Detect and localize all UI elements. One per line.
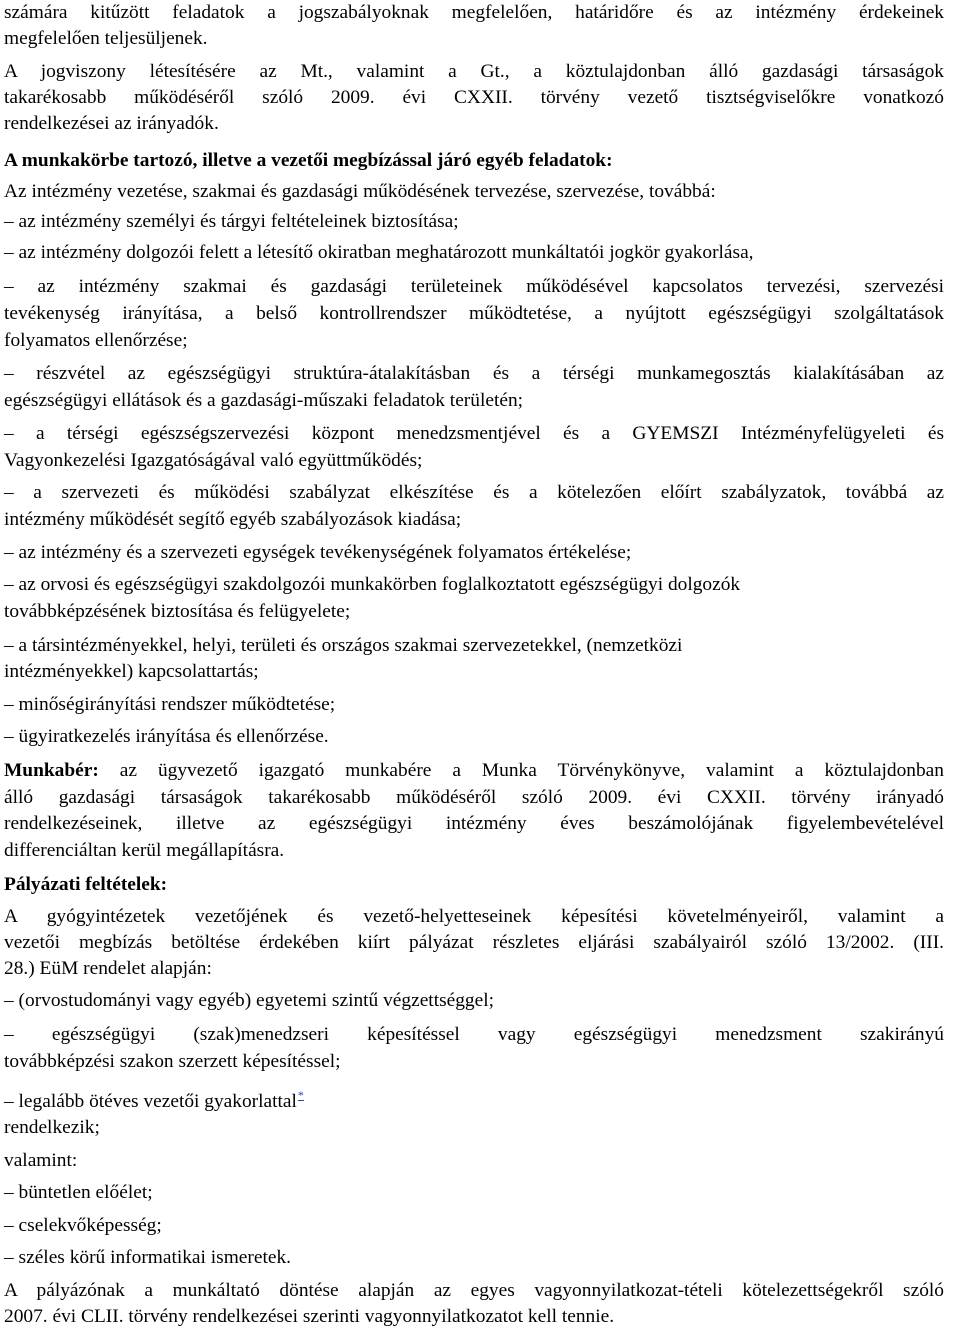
duty-item-5-cont: Vagyonkezelési Igazgatóságával való együttműködés; <box>4 450 423 471</box>
condition-item-3 <box>4 1082 304 1112</box>
duty-item-11: – ügyiratkezelés irányítása és ellenőrzése. <box>4 726 329 747</box>
duty-item-6: – a szervezeti és működési szabályzat elkészítése és a kötelezően előírt szabályzatok, továbbá az <box>4 482 944 503</box>
duty-item-3-cont-2: folyamatos ellenőrzése; <box>4 330 188 351</box>
conditions-heading: Pályázati feltételek: <box>4 874 168 895</box>
intro-line-1: számára kitűzött feladatok a jogszabályoknak megfelelően, határidőre és az intézmény érdekeinek <box>4 2 944 23</box>
condition-item-2: – egészségügyi (szak)menedzseri képesítéssel vagy egészségügyi menedzsment szakirányú <box>4 1024 944 1045</box>
conditions-line-2: vezetői megbízás betöltése érdekében kiírt pályázat részletes eljárási szabályairól szóló 13/2002. (III. <box>4 932 944 953</box>
salary-text-1: az ügyvezető igazgató munkabére a Munka Törvénykönyve, valamint a köztulajdonban <box>98 760 944 781</box>
salary-line-2: álló gazdasági társaságok takarékosabb működéséről szóló 2009. évi CXXII. törvény irányadó <box>4 787 944 808</box>
condition-item-4: – büntetlen előélet; <box>4 1182 153 1203</box>
duty-item-7: – az intézmény és a szervezeti egységek tevékenységének folyamatos értékelése; <box>4 542 632 563</box>
duty-item-10: – minőségirányítási rendszer működtetése; <box>4 694 336 715</box>
conditions-line-1: A gyógyintézetek vezetőjének és vezető-helyetteseinek képesítési követelményeiről, valamint a <box>4 906 944 927</box>
duty-item-9-cont: intézményekkel) kapcsolattartás; <box>4 661 259 682</box>
duty-item-3: – az intézmény szakmai és gazdasági területeinek működésével kapcsolatos tervezési, szervezési <box>4 276 944 297</box>
duty-item-4-cont: egészségügyi ellátások és a gazdasági-műszaki feladatok területén; <box>4 390 524 411</box>
duty-item-4: – részvétel az egészségügyi struktúra-átalakításban és a térségi munkamegosztás kialakításában az <box>4 363 944 384</box>
intro-line-4: takarékosabb működéséről szóló 2009. évi CXXII. törvény vezető tisztségviselőkre vonatkozó <box>4 87 944 108</box>
salary-line-4: differenciáltan kerül megállapításra. <box>4 840 285 861</box>
duty-item-3-cont-1: tevékenység irányítása, a belső kontrollrendszer működtetése, a nyújtott egészségügyi szolgáltatások <box>4 303 944 324</box>
duty-item-2: – az intézmény dolgozói felett a létesítő okiratban meghatározott munkáltatói jogkör gyakorlása, <box>4 242 754 263</box>
closing-line-1: A pályázónak a munkáltató döntése alapján az egyes vagyonnyilatkozat-tételi kötelezettségekről szóló <box>4 1280 944 1301</box>
intro-line-2: megfelelően teljesüljenek. <box>4 28 208 49</box>
closing-line-2: 2007. évi CLII. törvény rendelkezései szerinti vagyonnyilatkozatot kell tennie. <box>4 1306 615 1327</box>
duty-item-9: – a társintézményekkel, helyi, területi és országos szakmai szervezetekkel, (nemzetközi <box>4 635 683 656</box>
condition-item-3-text: – legalább ötéves vezetői gyakorlattal <box>4 1091 297 1112</box>
conditions-also: valamint: <box>4 1150 78 1171</box>
duty-item-5: – a térségi egészségszervezési központ menedzsmentjével és a GYEMSZI Intézményfelügyeleti és <box>4 423 944 444</box>
duty-item-8: – az orvosi és egészségügyi szakdolgozói munkakörben foglalkoztatott egészségügyi dolgozók <box>4 574 741 595</box>
duty-item-6-cont: intézmény működését segítő egyéb szabályozások kiadása; <box>4 509 462 530</box>
intro-line-3: A jogviszony létesítésére az Mt., valamint a Gt., a köztulajdonban álló gazdasági társaságok <box>4 61 944 82</box>
condition-item-2-cont: továbbképzési szakon szerzett képesítéssel; <box>4 1051 341 1072</box>
footnote-link[interactable]: * <box>297 1088 304 1102</box>
duties-lead: Az intézmény vezetése, szakmai és gazdasági működésének tervezése, szervezése, továbbá: <box>4 181 716 202</box>
conditions-line-3: 28.) EüM rendelet alapján: <box>4 958 212 979</box>
salary-line-3: rendelkezéseinek, illetve az egészségügyi intézmény éves beszámolójának figyelembevételével <box>4 813 944 834</box>
duties-heading: A munkakörbe tartozó, illetve a vezetői megbízással járó egyéb feladatok: <box>4 150 613 171</box>
salary-line-1 <box>4 758 944 784</box>
condition-item-1: – (orvostudományi vagy egyéb) egyetemi szintű végzettséggel; <box>4 990 495 1011</box>
condition-item-5: – cselekvőképesség; <box>4 1215 162 1236</box>
condition-item-6: – széles körű informatikai ismeretek. <box>4 1247 291 1268</box>
salary-label: Munkabér: <box>4 760 99 781</box>
conditions-has: rendelkezik; <box>4 1117 100 1138</box>
duty-item-8-cont: továbbképzésének biztosítása és felügyelete; <box>4 601 351 622</box>
intro-line-5: rendelkezései az irányadók. <box>4 113 219 134</box>
duty-item-1: – az intézmény személyi és tárgyi feltételeinek biztosítása; <box>4 211 459 232</box>
